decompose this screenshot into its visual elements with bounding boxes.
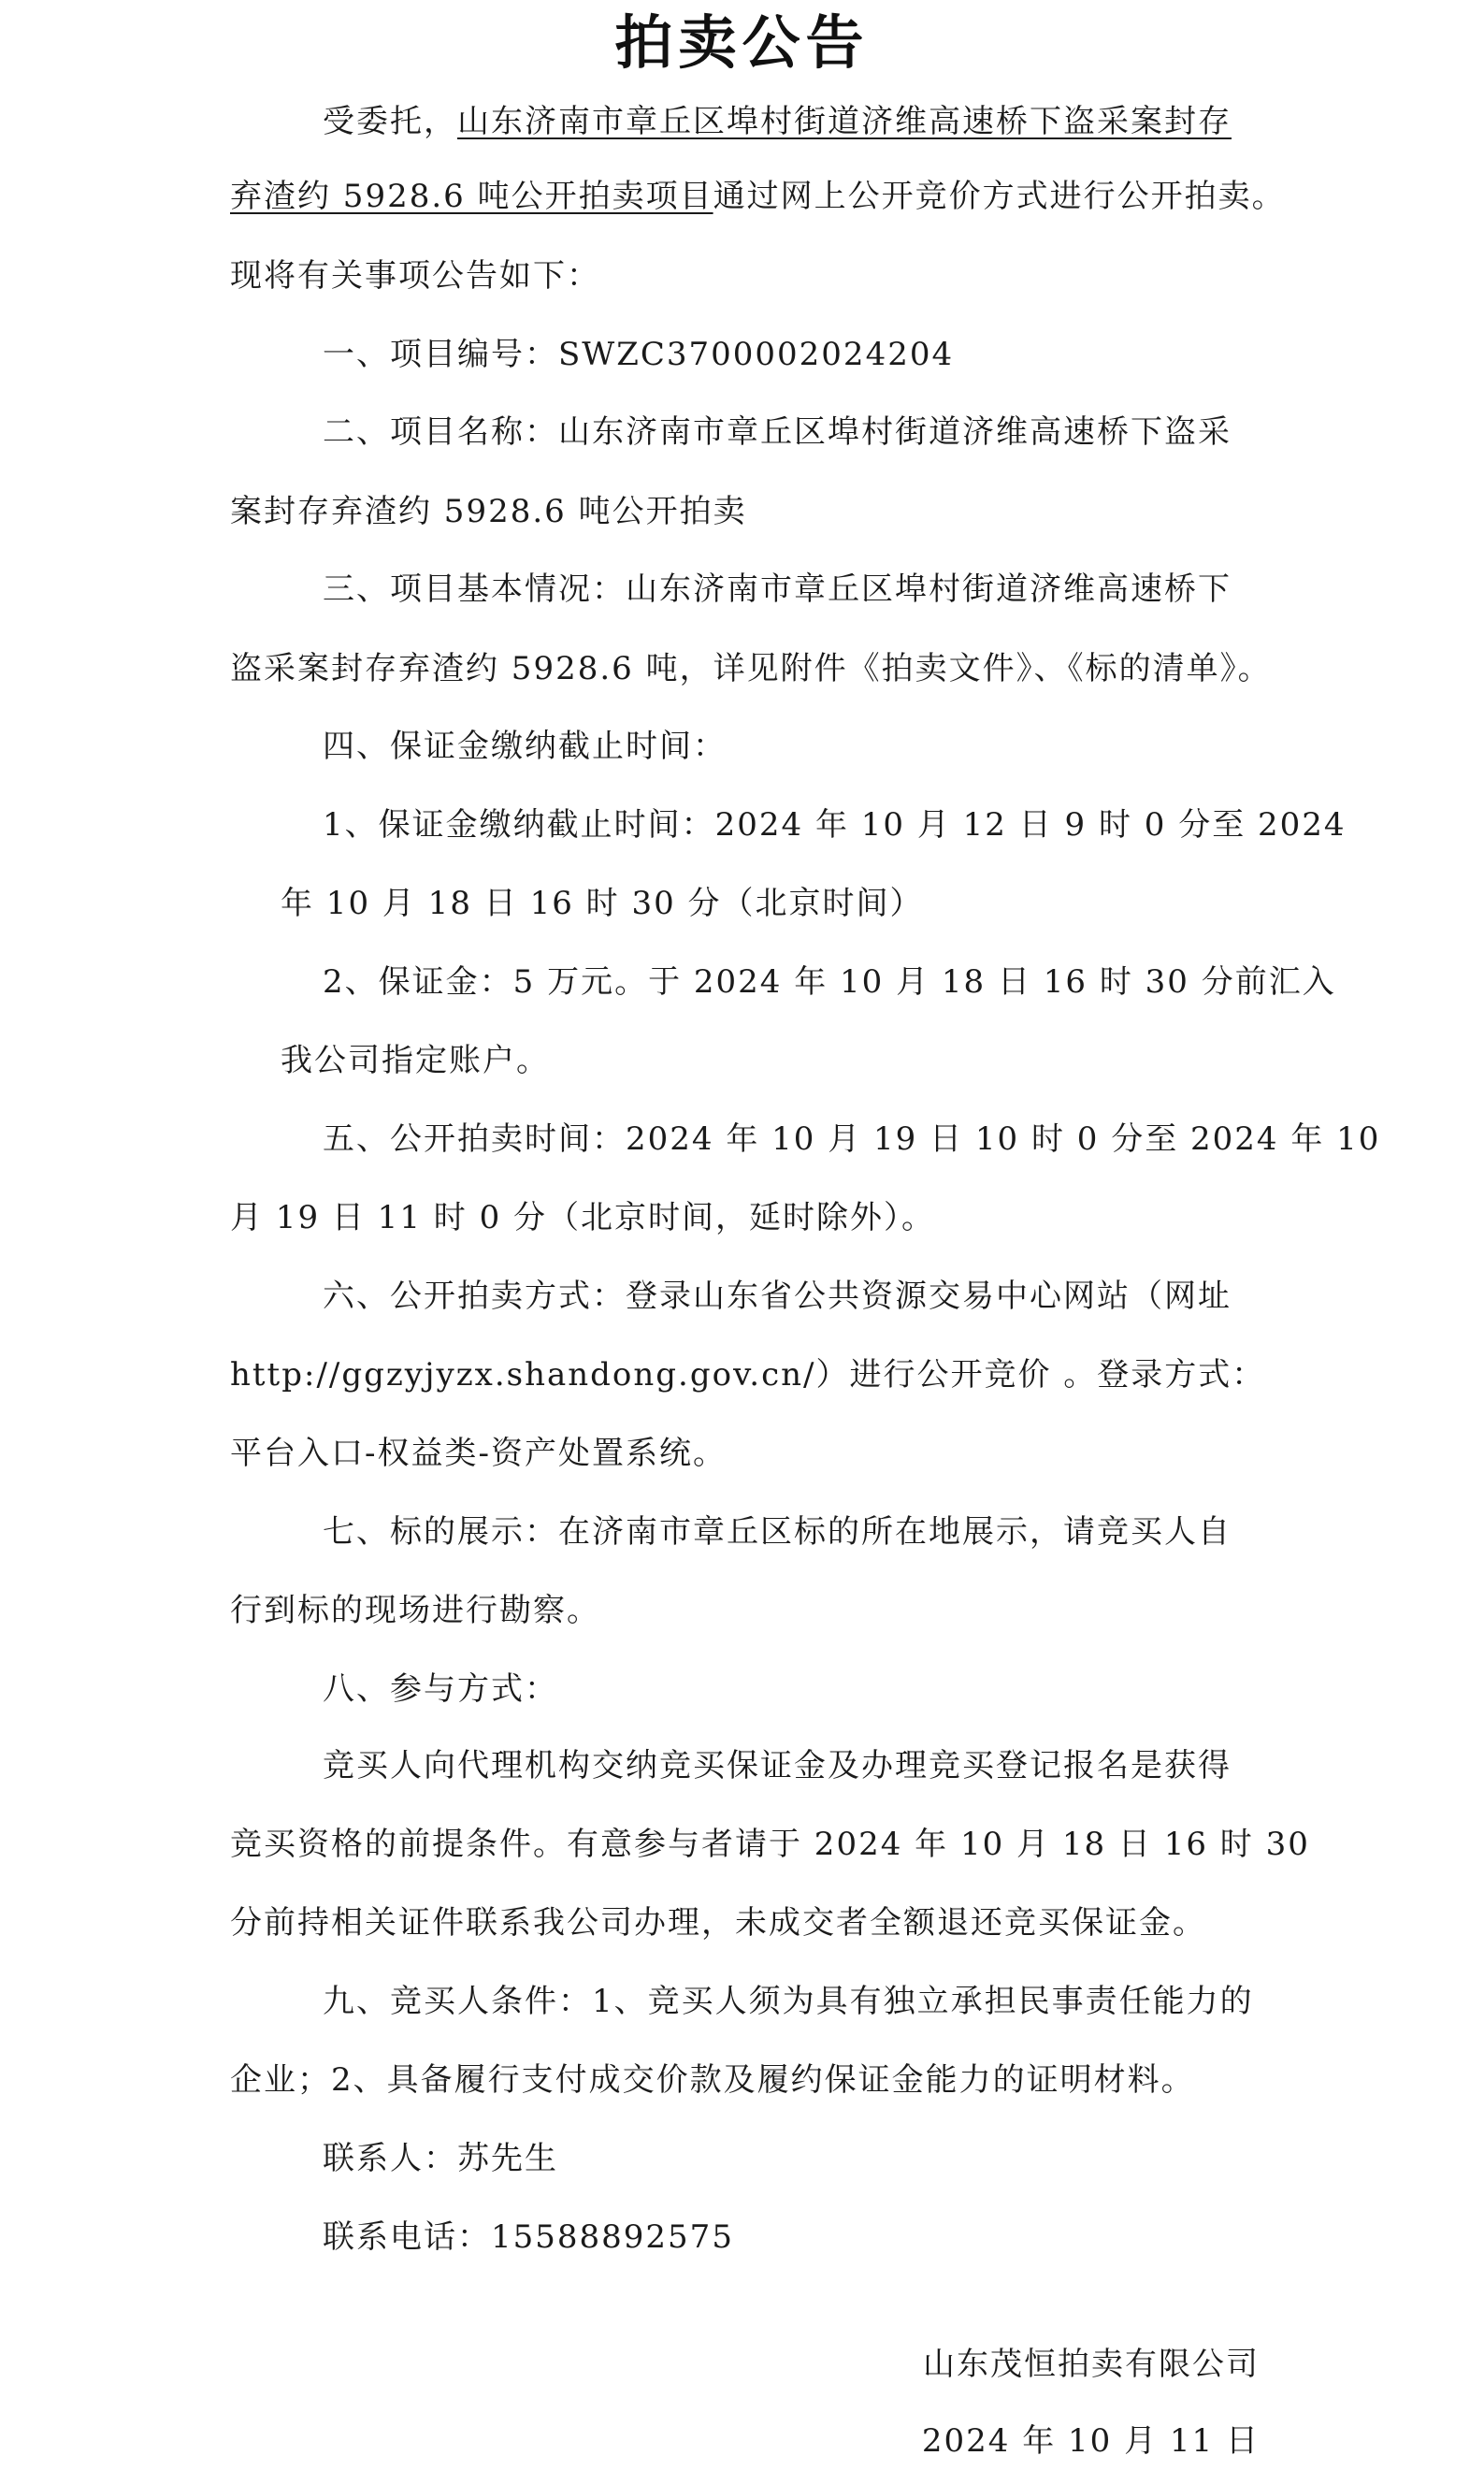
item-6-auction-method: 六、公开拍卖方式：登录山东省公共资源交易中心网站（网址 [323,1278,1232,1315]
item-4-deposit-deadline: 四、保证金缴纳截止时间： [323,728,727,765]
intro-line-3: 现将有关事项公告如下： [230,257,600,295]
intro-suffix: 通过网上公开竞价方式进行公开拍卖。 [713,178,1286,215]
item-4-2-deposit: 2、保证金：5 万元。于 2024 年 10 月 18 日 16 时 30 分前汇入 [323,963,1336,1001]
item-9-bidder-conditions-cont: 企业；2、具备履行支付成交价款及履约保证金能力的证明材料。 [230,2061,1195,2099]
contact-phone: 联系电话：15588892575 [323,2218,734,2256]
item-9-bidder-conditions: 九、竞买人条件：1、竞买人须为具有独立承担民事责任能力的 [323,1983,1254,2020]
issuer-company: 山东茂恒拍卖有限公司 [923,2346,1260,2383]
item-6-login-path: 平台入口-权益类-资产处置系统。 [230,1435,727,1472]
intro-line-2 [230,176,1286,217]
item-6-website-url: http://ggzyjyzx.shandong.gov.cn/）进行公开竞价 。登录方式： [230,1356,1266,1394]
intro-prefix: 受委托， [323,103,457,140]
item-2-project-name-cont: 案封存弃渣约 5928.6 吨公开拍卖 [230,493,747,530]
project-name-underlined-cont: 弃渣约 5928.6 吨公开拍卖项目 [230,178,713,215]
item-7-display: 七、标的展示：在济南市章丘区标的所在地展示，请竞买人自 [323,1513,1232,1551]
item-8-paragraph-3: 分前持相关证件联系我公司办理，未成交者全额退还竞买保证金。 [230,1904,1206,1942]
item-5-auction-time-cont: 月 19 日 11 时 0 分（北京时间，延时除外）。 [230,1199,936,1236]
item-7-display-cont: 行到标的现场进行勘察。 [230,1592,600,1629]
contact-person: 联系人：苏先生 [323,2140,558,2177]
item-8-participation: 八、参与方式： [323,1670,558,1708]
item-2-project-name: 二、项目名称：山东济南市章丘区埠村街道济维高速桥下盗采 [323,413,1232,451]
project-name-underlined: 山东济南市章丘区埠村街道济维高速桥下盗采案封存 [457,103,1232,140]
issue-date: 2024 年 10 月 11 日 [921,2422,1260,2460]
item-8-paragraph-1: 竞买人向代理机构交纳竞买保证金及办理竞买登记报名是获得 [323,1747,1232,1784]
item-1-project-number: 一、项目编号：SWZC3700002024204 [323,336,955,373]
intro-line-1 [323,101,1232,142]
item-4-1-deadline: 1、保证金缴纳截止时间：2024 年 10 月 12 日 9 时 0 分至 2024 [323,806,1347,844]
item-5-auction-time: 五、公开拍卖时间：2024 年 10 月 19 日 10 时 0 分至 2024 年 10 [323,1120,1381,1158]
item-3-project-overview-cont: 盗采案封存弃渣约 5928.6 吨，详见附件《拍卖文件》、《标的清单》。 [230,650,1272,687]
item-4-1-deadline-cont: 年 10 月 18 日 16 时 30 分（北京时间） [281,885,924,922]
item-3-project-overview: 三、项目基本情况：山东济南市章丘区埠村街道济维高速桥下 [323,571,1232,608]
item-8-paragraph-2: 竞买资格的前提条件。有意参与者请于 2024 年 10 月 18 日 16 时 30 [230,1826,1310,1863]
document-title: 拍卖公告 [614,8,870,77]
item-4-2-deposit-cont: 我公司指定账户。 [281,1042,550,1079]
